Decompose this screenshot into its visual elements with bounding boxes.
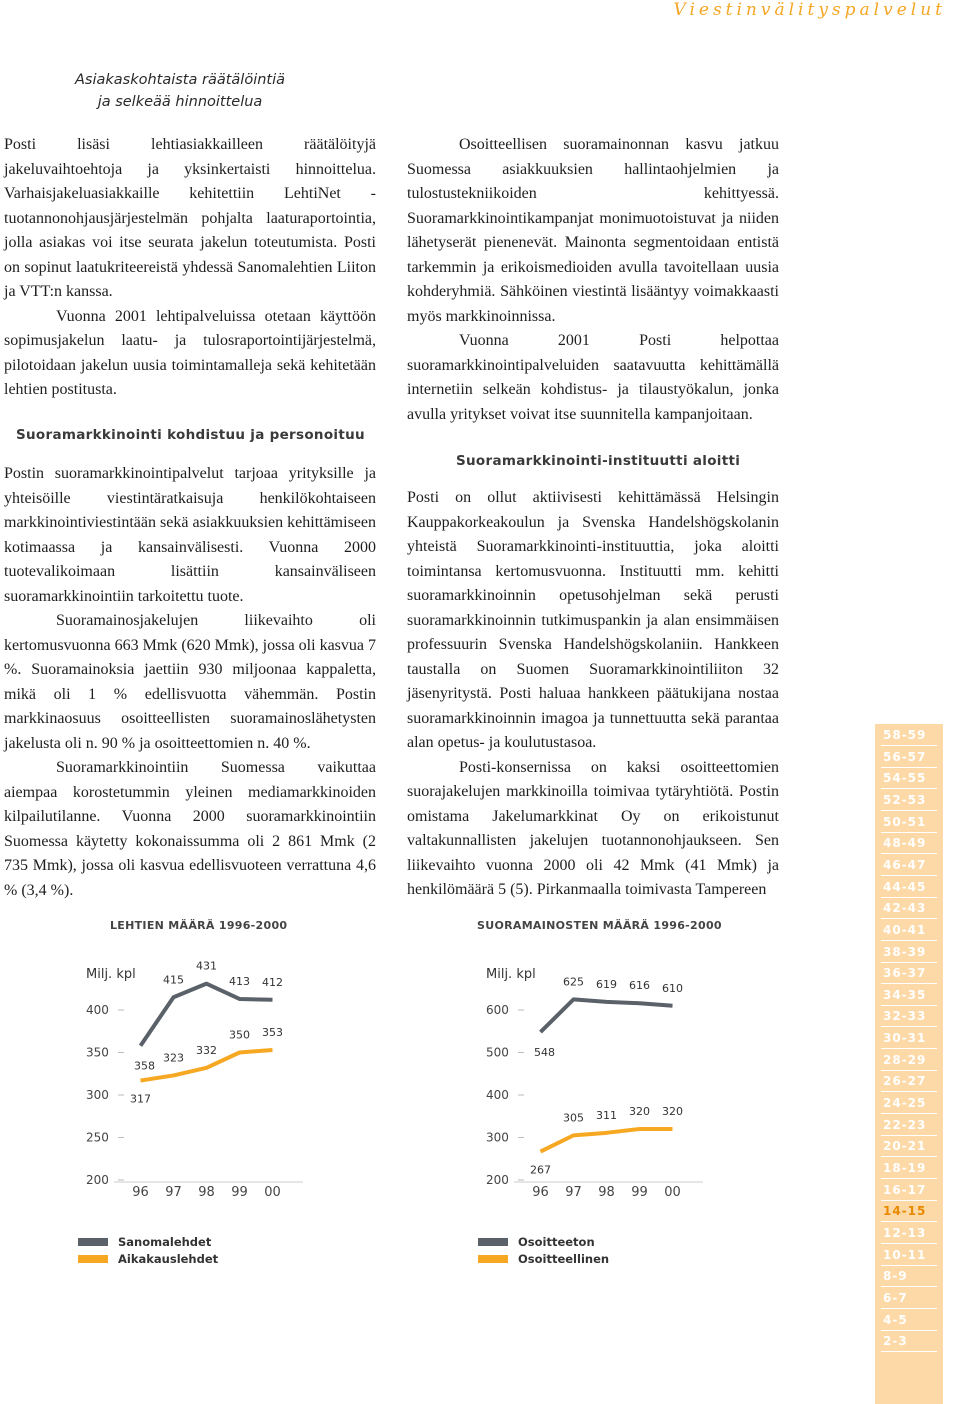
sidebar-divider bbox=[881, 810, 937, 811]
data-label: 323 bbox=[163, 1051, 184, 1065]
page-index-sidebar bbox=[875, 724, 943, 1404]
legend-item bbox=[78, 1233, 218, 1250]
sidebar-divider bbox=[881, 1243, 937, 1244]
data-label: 320 bbox=[629, 1105, 650, 1118]
sidebar-page-8-9: 8-9 bbox=[883, 1269, 908, 1284]
sidebar-page-34-35: 34-35 bbox=[883, 987, 927, 1002]
sidebar-divider bbox=[881, 1070, 937, 1071]
y-axis-label: Milj. kpl bbox=[86, 967, 136, 982]
sidebar-divider bbox=[881, 1113, 937, 1114]
section-heading-suoramarkkinointi: Suoramarkkinointi kohdistuu ja personoituu bbox=[16, 427, 365, 443]
sidebar-page-14-15: 14-15 bbox=[883, 1204, 927, 1219]
sidebar-page-2-3: 2-3 bbox=[883, 1334, 908, 1349]
sidebar-divider bbox=[881, 767, 937, 768]
right-column-section3 bbox=[407, 486, 779, 903]
sidebar-divider bbox=[881, 983, 937, 984]
y-tick-label: 300 bbox=[86, 1088, 109, 1102]
data-label: 619 bbox=[596, 977, 617, 991]
sidebar-divider bbox=[881, 1265, 937, 1266]
data-label: 415 bbox=[163, 973, 184, 987]
x-tick-label: 98 bbox=[198, 1185, 215, 1200]
paragraph: Suoramainosjakelujen liikevaihto oli kertomusvuonna 663 Mmk (620 Mmk), jossa oli kasvua 7 %. Suoramainoksia jaettiin 930 miljoonaa kappaletta, mikä oli 1 % edellisvuotta vähemmän. Postin markkinaosuus osoitteellisten suoramainoslähetysten jakelusta oli n. 90 % ja osoitteettomien n. 40 %. bbox=[4, 612, 376, 752]
x-tick-label: 00 bbox=[264, 1185, 281, 1200]
sidebar-divider bbox=[881, 1221, 937, 1222]
sidebar-divider bbox=[881, 1091, 937, 1092]
legend-label: Osoitteellinen bbox=[518, 1251, 610, 1266]
sidebar-page-10-11: 10-11 bbox=[883, 1247, 927, 1262]
data-label: 317 bbox=[130, 1092, 151, 1106]
sidebar-divider bbox=[881, 1200, 937, 1201]
sidebar-page-24-25: 24-25 bbox=[883, 1096, 927, 1111]
legend-item bbox=[478, 1233, 609, 1250]
chart2-title: SUORAMAINOSTEN MÄÄRÄ 1996-2000 bbox=[477, 919, 722, 932]
paragraph: Posti lisäsi lehtiasiakkailleen räätälöityjä jakeluvaihtoehtoja ja yksinkertaisti hinnoittelua. Varhaisjakeluasiakkaille kehitettiin LehtiNet -tuotannonohjausjärjestelmän pohjalta laaturaportointia, jolla asiakas voi itse seurata jakelun toteutumista. Posti on sopinut laatukriteereistä yhdessä Sanomalehtien Liiton ja VTT:n kanssa. bbox=[4, 136, 376, 300]
data-label: 412 bbox=[262, 975, 283, 989]
sidebar-page-40-41: 40-41 bbox=[883, 922, 927, 937]
legend-swatch-orange bbox=[78, 1255, 108, 1263]
sidebar-page-30-31: 30-31 bbox=[883, 1031, 927, 1046]
sidebar-page-12-13: 12-13 bbox=[883, 1225, 927, 1240]
sidebar-page-48-49: 48-49 bbox=[883, 836, 927, 851]
sidebar-divider bbox=[881, 918, 937, 919]
sidebar-page-36-37: 36-37 bbox=[883, 966, 927, 981]
chart2-legend bbox=[478, 1233, 609, 1267]
left-column-intro bbox=[4, 133, 376, 403]
sidebar-divider bbox=[881, 962, 937, 963]
sidebar-page-44-45: 44-45 bbox=[883, 879, 927, 894]
y-tick-label: 400 bbox=[86, 1003, 109, 1017]
y-tick-label: 300 bbox=[486, 1130, 509, 1145]
sidebar-page-32-33: 32-33 bbox=[883, 1009, 927, 1024]
x-tick-label: 99 bbox=[231, 1185, 248, 1200]
sidebar-divider bbox=[881, 1156, 937, 1157]
section-header: Viestinvälityspalvelut bbox=[673, 0, 946, 20]
sidebar-divider bbox=[881, 897, 937, 898]
sidebar-divider bbox=[881, 1330, 937, 1331]
data-label: 332 bbox=[196, 1043, 217, 1057]
x-tick-label: 98 bbox=[598, 1185, 615, 1200]
paragraph: Vuonna 2001 Posti helpottaa suoramarkkinointipalveluiden saatavuutta kehittämällä internetiin selkeän kohdistus- ja tilaustyökalun, jonka avulla yritykset voivat itse suunnitella kampanjoitaan. bbox=[407, 332, 779, 423]
x-tick-label: 96 bbox=[532, 1185, 549, 1200]
sidebar-page-46-47: 46-47 bbox=[883, 857, 927, 872]
sidebar-page-58-59: 58-59 bbox=[883, 728, 927, 742]
data-label: 431 bbox=[196, 959, 217, 973]
x-tick-label: 97 bbox=[165, 1185, 182, 1200]
chart-suoramainosten-maara bbox=[478, 958, 778, 1218]
sidebar-page-16-17: 16-17 bbox=[883, 1182, 927, 1197]
sidebar-page-28-29: 28-29 bbox=[883, 1052, 927, 1067]
sidebar-page-52-53: 52-53 bbox=[883, 792, 927, 807]
data-label: 305 bbox=[563, 1111, 584, 1125]
sidebar-divider bbox=[881, 1135, 937, 1136]
data-label: 320 bbox=[662, 1105, 683, 1118]
y-tick-label: 500 bbox=[486, 1045, 509, 1060]
y-tick-label: 350 bbox=[86, 1045, 109, 1060]
sidebar-page-4-5: 4-5 bbox=[883, 1312, 908, 1327]
sidebar-page-54-55: 54-55 bbox=[883, 771, 927, 786]
x-tick-label: 99 bbox=[631, 1185, 648, 1200]
sidebar-page-6-7: 6-7 bbox=[883, 1290, 908, 1305]
section-heading-instituutti: Suoramarkkinointi-instituutti aloitti bbox=[456, 453, 741, 469]
data-label: 616 bbox=[629, 979, 650, 993]
data-label: 353 bbox=[262, 1025, 283, 1039]
y-axis-label: Milj. kpl bbox=[486, 967, 536, 982]
sidebar-divider bbox=[881, 875, 937, 876]
sidebar-divider bbox=[881, 788, 937, 789]
chart-lehtien-maara bbox=[78, 958, 378, 1218]
left-heading-line-2: ja selkeää hinnoittelua bbox=[97, 94, 263, 110]
data-label: 548 bbox=[534, 1046, 555, 1060]
sidebar-page-20-21: 20-21 bbox=[883, 1139, 927, 1154]
legend-label: Aikakauslehdet bbox=[118, 1251, 219, 1266]
legend-item bbox=[478, 1250, 609, 1267]
paragraph: Posti on ollut aktiivisesti kehittämässä Helsingin Kauppakorkeakoulun ja Svenska Handelshögskolanin yhteistä Suoramarkkinointi-instituuttia, joka aloitti toimintansa kertomusvuonna. Instituutti mm. kehitti suoramarkkinoinnin opetusohjelman sekä perusti suoramarkkinoinnin tutkimuspankin ja alan ensimmäisen professuurin Svenska Handelshögskolaniin. Hankkeen taustalla on Suomen Suoramarkkinointiliiton 32 jäsenyritystä. Posti haluaa hankkeen päätukijana nostaa suoramarkkinoinnin imagoa ja tunnettuutta sekä parantaa alan opetus- ja koulutustasoa. bbox=[407, 489, 779, 751]
series-line-orange bbox=[541, 1129, 673, 1152]
series-line-dark bbox=[141, 984, 273, 1046]
sidebar-page-38-39: 38-39 bbox=[883, 944, 927, 959]
sidebar-page-18-19: 18-19 bbox=[883, 1161, 927, 1175]
sidebar-divider bbox=[881, 853, 937, 854]
paragraph: Vuonna 2001 lehtipalveluissa otetaan käyttöön sopimusjakelun laatu- ja tulosraportointijärjestelmä, pilotoidaan jakelun uusia toimintamalleja sekä kehitetään lehtien postitusta. bbox=[4, 307, 376, 398]
left-heading-line-1: Asiakaskohtaista räätälöintiä bbox=[74, 72, 286, 88]
legend-label: Sanomalehdet bbox=[118, 1234, 212, 1249]
paragraph: Posti-konsernissa on kaksi osoitteettomien suorajakelujen markkinoilla toimivaa tytäryhtiötä. Postin omistama Jakelumarkkinat Oy on erikoistunut valtakunnallisten jakelujen tuotannonohjaukseen. Sen liikevaihto vuonna 2000 oli 42 Mmk (41 Mmk) ja henkilömäärä 5 (5). Pirkanmaalla toimivasta Tampereen bbox=[407, 758, 779, 898]
sidebar-divider bbox=[881, 832, 937, 833]
data-label: 625 bbox=[563, 975, 584, 989]
paragraph: Suoramarkkinointiin Suomessa vaikuttaa aiempaa korostetummin yleinen mediamarkkinoiden kilpailutilanne. Vuonna 2000 suoramarkkinointiin Suomessa käytetty kokonaissumma oli 2 861 Mmk (2 735 Mmk), jossa oli kasvua edellisvuoteen verrattuna 4,6 % (3,4 %). bbox=[4, 759, 376, 899]
sidebar-page-26-27: 26-27 bbox=[883, 1074, 927, 1089]
y-tick-label: 200 bbox=[486, 1173, 509, 1187]
legend-swatch-orange bbox=[478, 1255, 508, 1263]
sidebar-divider bbox=[881, 1308, 937, 1309]
legend-swatch-dark bbox=[478, 1238, 508, 1246]
left-heading bbox=[60, 69, 300, 113]
y-tick-label: 600 bbox=[486, 1003, 509, 1017]
x-tick-label: 97 bbox=[565, 1185, 582, 1200]
data-label: 610 bbox=[662, 981, 683, 995]
sidebar-divider bbox=[881, 1005, 937, 1006]
sidebar-divider bbox=[881, 1026, 937, 1027]
y-tick-label: 400 bbox=[486, 1088, 509, 1102]
sidebar-page-50-51: 50-51 bbox=[883, 814, 927, 829]
sidebar-divider bbox=[881, 1351, 937, 1352]
chart1-legend bbox=[78, 1233, 218, 1267]
data-label: 267 bbox=[530, 1163, 551, 1177]
sidebar-page-22-23: 22-23 bbox=[883, 1117, 927, 1132]
data-label: 350 bbox=[229, 1028, 250, 1042]
left-column-section2 bbox=[4, 462, 376, 903]
legend-swatch-dark bbox=[78, 1238, 108, 1246]
legend-item bbox=[78, 1250, 218, 1267]
series-line-dark bbox=[541, 999, 673, 1032]
chart1-title: LEHTIEN MÄÄRÄ 1996-2000 bbox=[110, 919, 288, 932]
paragraph: Postin suoramarkkinointipalvelut tarjoaa yrityksille ja yhteisöille viestintäratkaisuja henkilökohtaiseen markkinointiviestintään sekä asiakkuuksien kehittämiseen kotimaassa ja kansainvälisesti. Vuonna 2000 tuotevalikoimaan lisättiin kansainväliseen suoramarkkinointiin tarkoitettu tuote. bbox=[4, 465, 376, 605]
sidebar-divider bbox=[881, 745, 937, 746]
paragraph: Osoitteellisen suoramainonnan kasvu jatkuu Suomessa asiakkuuksien hallintaohjelmien ja tulostustekniikoiden kehittyessä. Suoramarkkinointikampanjat monimuotoistuvat ja niiden lähetyserät pienenevät. Mainonta segmentoidaan entistä tarkemmin ja erikoismedioiden avulla tavoitellaan uusia kohderyhmiä. Sähköinen viestintä lisääntyy voimakkaasti myös markkinoinnissa. bbox=[407, 136, 779, 325]
data-label: 311 bbox=[596, 1108, 617, 1122]
right-column-intro bbox=[407, 133, 779, 427]
sidebar-page-56-57: 56-57 bbox=[883, 749, 927, 764]
sidebar-divider bbox=[881, 940, 937, 941]
x-tick-label: 96 bbox=[132, 1185, 149, 1200]
sidebar-divider bbox=[881, 1178, 937, 1179]
y-tick-label: 200 bbox=[86, 1173, 109, 1187]
legend-label: Osoitteeton bbox=[518, 1234, 595, 1249]
x-tick-label: 00 bbox=[664, 1185, 681, 1200]
data-label: 413 bbox=[229, 974, 250, 988]
y-tick-label: 250 bbox=[86, 1130, 109, 1145]
sidebar-divider bbox=[881, 1048, 937, 1049]
sidebar-divider bbox=[881, 1286, 937, 1287]
sidebar-page-42-43: 42-43 bbox=[883, 901, 927, 916]
data-label: 358 bbox=[134, 1059, 155, 1073]
